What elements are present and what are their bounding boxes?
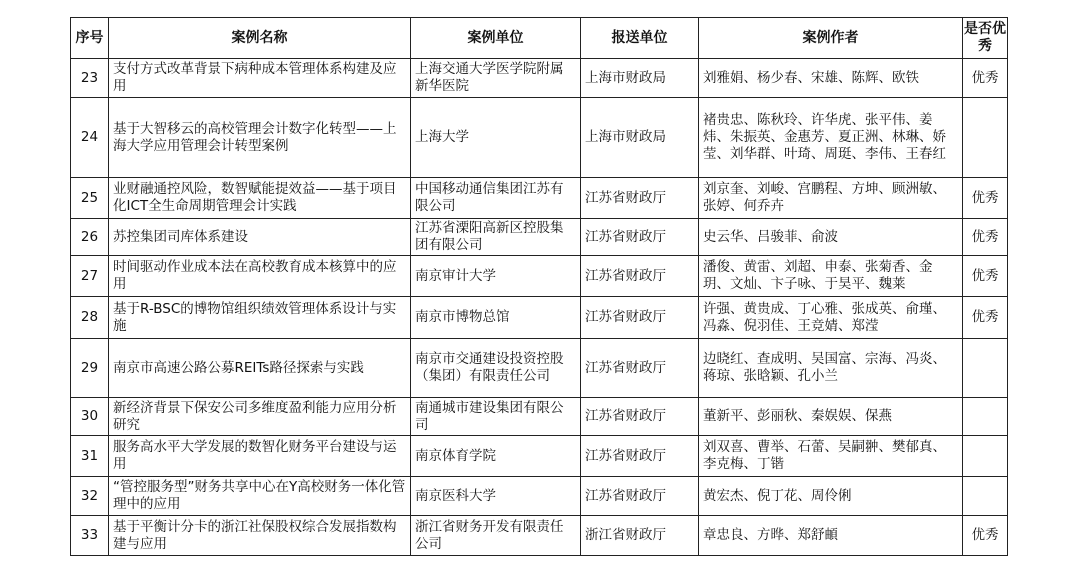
case-unit: 上海大学 xyxy=(411,98,581,178)
case-unit: 南京体育学院 xyxy=(411,436,581,477)
excellent-flag xyxy=(963,98,1008,178)
row-index: 28 xyxy=(71,297,109,339)
table-row xyxy=(71,516,1008,556)
row-index: 29 xyxy=(71,339,109,398)
table-row xyxy=(71,59,1008,98)
case-unit: 南通城市建设集团有限公司 xyxy=(411,398,581,436)
header-case-unit: 案例单位 xyxy=(411,18,581,59)
excellent-flag: 优秀 xyxy=(963,219,1008,256)
case-name: 基于平衡计分卡的浙江社保股权综合发展指数构建与应用 xyxy=(109,516,411,556)
excellent-flag xyxy=(963,398,1008,436)
excellent-flag: 优秀 xyxy=(963,516,1008,556)
reporting-unit: 浙江省财政厅 xyxy=(581,516,699,556)
reporting-unit: 江苏省财政厅 xyxy=(581,339,699,398)
header-row xyxy=(71,18,1008,59)
row-index: 27 xyxy=(71,256,109,297)
reporting-unit: 江苏省财政厅 xyxy=(581,436,699,477)
case-authors: 史云华、吕骏菲、俞波 xyxy=(699,219,963,256)
row-index: 24 xyxy=(71,98,109,178)
reporting-unit: 江苏省财政厅 xyxy=(581,256,699,297)
reporting-unit: 江苏省财政厅 xyxy=(581,477,699,516)
table-row xyxy=(71,339,1008,398)
case-authors: 潘俊、黄雷、刘超、申泰、张菊香、金玥、文灿、卞子咏、于昊平、魏莱 xyxy=(699,256,963,297)
row-index: 33 xyxy=(71,516,109,556)
header-is-excellent: 是否优秀 xyxy=(963,18,1008,59)
row-index: 31 xyxy=(71,436,109,477)
excellent-flag xyxy=(963,477,1008,516)
row-index: 30 xyxy=(71,398,109,436)
case-authors: 黄宏杰、倪丁花、周伶俐 xyxy=(699,477,963,516)
case-unit: 南京市交通建设投资控股（集团）有限责任公司 xyxy=(411,339,581,398)
table-row xyxy=(71,477,1008,516)
header-index: 序号 xyxy=(71,18,109,59)
case-name: 时间驱动作业成本法在高校教育成本核算中的应用 xyxy=(109,256,411,297)
excellent-flag: 优秀 xyxy=(963,297,1008,339)
case-authors: 刘雅娟、杨少春、宋雄、陈辉、欧铁 xyxy=(699,59,963,98)
table-row xyxy=(71,297,1008,339)
table-row xyxy=(71,436,1008,477)
case-authors: 许强、黄贵成、丁心雅、张成英、俞瑾、冯淼、倪羽佳、王竞婧、郑滢 xyxy=(699,297,963,339)
case-name: 业财融通控风险，数智赋能提效益——基于项目化ICT全生命周期管理会计实践 xyxy=(109,178,411,219)
header-case-name: 案例名称 xyxy=(109,18,411,59)
case-name: 基于大智移云的高校管理会计数字化转型——上海大学应用管理会计转型案例 xyxy=(109,98,411,178)
reporting-unit: 上海市财政局 xyxy=(581,59,699,98)
case-name: 新经济背景下保安公司多维度盈利能力应用分析研究 xyxy=(109,398,411,436)
case-authors: 刘京奎、刘峻、宫鹏程、方坤、顾洲敏、张婷、何乔卉 xyxy=(699,178,963,219)
reporting-unit: 江苏省财政厅 xyxy=(581,178,699,219)
case-unit: 江苏省溧阳高新区控股集团有限公司 xyxy=(411,219,581,256)
row-index: 32 xyxy=(71,477,109,516)
table-row xyxy=(71,219,1008,256)
row-index: 25 xyxy=(71,178,109,219)
cases-table xyxy=(70,17,1008,556)
excellent-flag: 优秀 xyxy=(963,59,1008,98)
case-name: 支付方式改革背景下病种成本管理体系构建及应用 xyxy=(109,59,411,98)
reporting-unit: 上海市财政局 xyxy=(581,98,699,178)
case-unit: 南京审计大学 xyxy=(411,256,581,297)
table-row xyxy=(71,256,1008,297)
case-unit: 中国移动通信集团江苏有限公司 xyxy=(411,178,581,219)
case-authors: 章忠良、方晔、郑舒頔 xyxy=(699,516,963,556)
table-row xyxy=(71,398,1008,436)
reporting-unit: 江苏省财政厅 xyxy=(581,297,699,339)
reporting-unit: 江苏省财政厅 xyxy=(581,219,699,256)
excellent-flag: 优秀 xyxy=(963,178,1008,219)
case-authors: 刘双喜、曹举、石蕾、吴嗣翀、樊郁真、李克梅、丁锴 xyxy=(699,436,963,477)
reporting-unit: 江苏省财政厅 xyxy=(581,398,699,436)
case-name: 苏控集团司库体系建设 xyxy=(109,219,411,256)
header-reporting-unit: 报送单位 xyxy=(581,18,699,59)
header-case-authors: 案例作者 xyxy=(699,18,963,59)
case-unit: 浙江省财务开发有限责任公司 xyxy=(411,516,581,556)
excellent-flag xyxy=(963,436,1008,477)
row-index: 26 xyxy=(71,219,109,256)
case-authors: 边晓红、查成明、吴国富、宗海、冯炎、蒋琼、张晗颖、孔小兰 xyxy=(699,339,963,398)
case-authors: 褚贵忠、陈秋玲、许华虎、张平伟、姜炜、朱振英、金惠芳、夏正洲、林琳、娇莹、刘华群、叶琦、周珽、李伟、王春红 xyxy=(699,98,963,178)
case-name: “管控服务型”财务共享中心在Y高校财务一体化管理中的应用 xyxy=(109,477,411,516)
case-authors: 董新平、彭丽秋、秦娱娱、保燕 xyxy=(699,398,963,436)
excellent-flag: 优秀 xyxy=(963,256,1008,297)
table-row xyxy=(71,98,1008,178)
case-unit: 南京市博物总馆 xyxy=(411,297,581,339)
row-index: 23 xyxy=(71,59,109,98)
table-row xyxy=(71,178,1008,219)
excellent-flag xyxy=(963,339,1008,398)
case-name: 南京市高速公路公募REITs路径探索与实践 xyxy=(109,339,411,398)
case-unit: 南京医科大学 xyxy=(411,477,581,516)
case-name: 服务高水平大学发展的数智化财务平台建设与运用 xyxy=(109,436,411,477)
case-name: 基于R-BSC的博物馆组织绩效管理体系设计与实施 xyxy=(109,297,411,339)
case-unit: 上海交通大学医学院附属新华医院 xyxy=(411,59,581,98)
